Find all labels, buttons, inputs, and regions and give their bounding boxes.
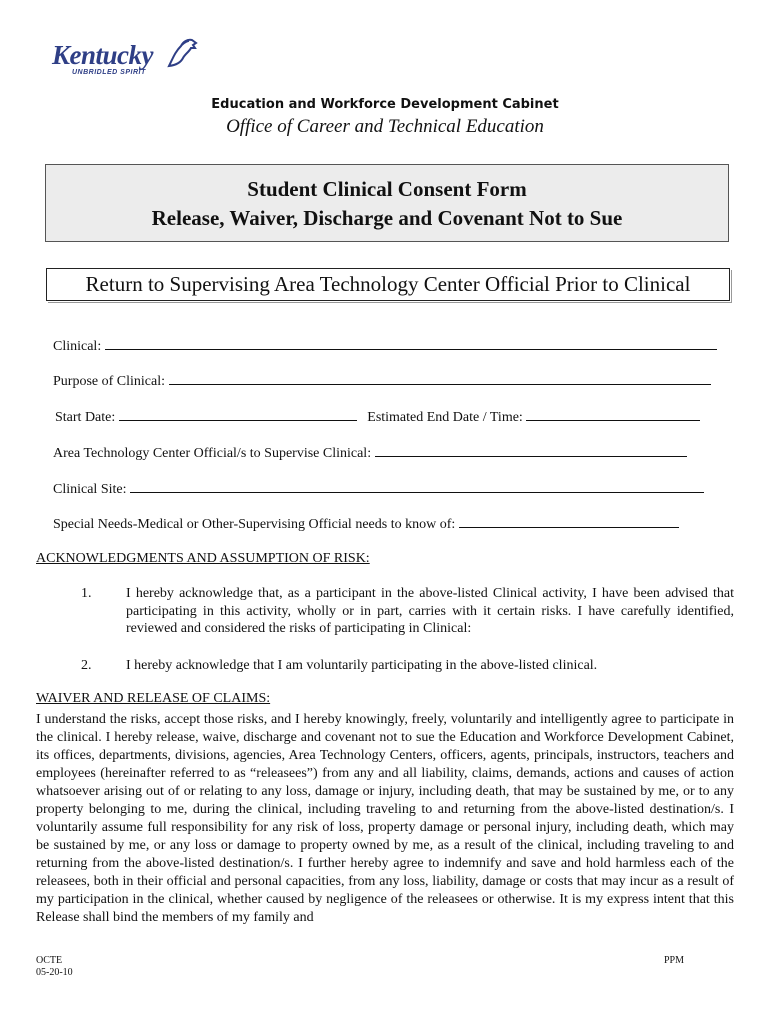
- footer-date: 05-20-10: [36, 967, 73, 978]
- footer-code: [36, 955, 73, 979]
- clinical-field: [53, 338, 717, 355]
- end-date-label: Estimated End Date / Time:: [367, 410, 523, 425]
- return-notice: Return to Supervising Area Technology Center Official Prior to Clinical: [46, 268, 730, 301]
- purpose-input-line[interactable]: [169, 373, 711, 385]
- special-needs-label: Special Needs-Medical or Other-Supervising Official needs to know of:: [53, 517, 456, 532]
- date-fields: [55, 409, 700, 426]
- form-title-box: [45, 164, 729, 242]
- special-needs-input-line[interactable]: [459, 516, 679, 528]
- form-subtitle: Release, Waiver, Discharge and Covenant Not to Sue: [151, 206, 623, 230]
- site-field: [53, 481, 704, 498]
- area-official-label: Area Technology Center Official/s to Supervise Clinical:: [53, 446, 372, 461]
- horse-head-icon: [165, 36, 199, 70]
- area-official-field: [53, 445, 687, 462]
- start-date-input-line[interactable]: [119, 409, 357, 421]
- list-item-text: I hereby acknowledge that, as a participant in the above-listed Clinical activity, I have been advised that participating in this activity, wholly or in part, carries with it certain risks. I have carefully identified, reviewed and considered the risks of participating in Clinical:: [126, 586, 734, 636]
- kentucky-logo: [50, 36, 195, 80]
- list-item-number: 1.: [81, 586, 92, 601]
- purpose-label: Purpose of Clinical:: [53, 374, 165, 389]
- clinical-label: Clinical:: [53, 339, 102, 354]
- logo-wordmark: Kentucky: [52, 40, 153, 70]
- footer-ppm: PPM: [664, 955, 685, 966]
- cabinet-heading: Education and Workforce Development Cabinet: [211, 97, 559, 112]
- clinical-input-line[interactable]: [105, 338, 717, 350]
- logo-tagline: UNBRIDLED SPIRIT: [72, 69, 146, 76]
- site-input-line[interactable]: [130, 481, 704, 493]
- special-needs-field: [53, 516, 679, 533]
- end-date-input-line[interactable]: [526, 409, 700, 421]
- site-label: Clinical Site:: [53, 482, 127, 497]
- office-heading: Office of Career and Technical Education: [226, 116, 544, 137]
- footer-office-code: OCTE: [36, 955, 63, 966]
- form-title: Student Clinical Consent Form: [247, 177, 527, 201]
- waiver-heading: WAIVER AND RELEASE OF CLAIMS:: [36, 691, 271, 706]
- waiver-paragraph: I understand the risks, accept those risks, and I hereby knowingly, freely, voluntarily and intelligently agree to participate in the clinical. I hereby release, waive, discharge and covenant not to sue the Education and Workforce Development Cabinet, its offices, departments, divisions, agencies, Area Technology Centers, officers, agents, principals, instructors, teachers and employees (hereinafter referred to as “releasees”) from any and all liability, claims, demands, actions and causes of action whatsoever arising out of or relating to any loss, damage or injury, including death, that may be sustained by me, or to any property belonging to me, during the clinical, including traveling to and returning from the above-listed destination/s. I voluntarily assume full responsibility for any risk of loss, property damage or personal injury, including death, which may be sustained by me, or any loss or damage to property owned by me, as a result of the clinical, including traveling to and returning from the above-listed destination/s. I further hereby agree to indemnify and save and hold harmless each of the releasees, both in their official and personal capacities, from any loss, liability, damage or costs that may incur as a result of my participation in the clinical, whether caused by negligence of the releasees or otherwise. It is my express intent that this Release shall bind the members of my family and: [36, 712, 734, 925]
- list-item-number: 2.: [81, 658, 92, 673]
- acknowledgments-heading: ACKNOWLEDGMENTS AND ASSUMPTION OF RISK:: [36, 551, 370, 566]
- purpose-field: [53, 373, 711, 390]
- start-date-label: Start Date:: [55, 410, 116, 425]
- area-official-input-line[interactable]: [375, 445, 687, 457]
- list-item-text: I hereby acknowledge that I am voluntarily participating in the above-listed clinical.: [126, 658, 598, 673]
